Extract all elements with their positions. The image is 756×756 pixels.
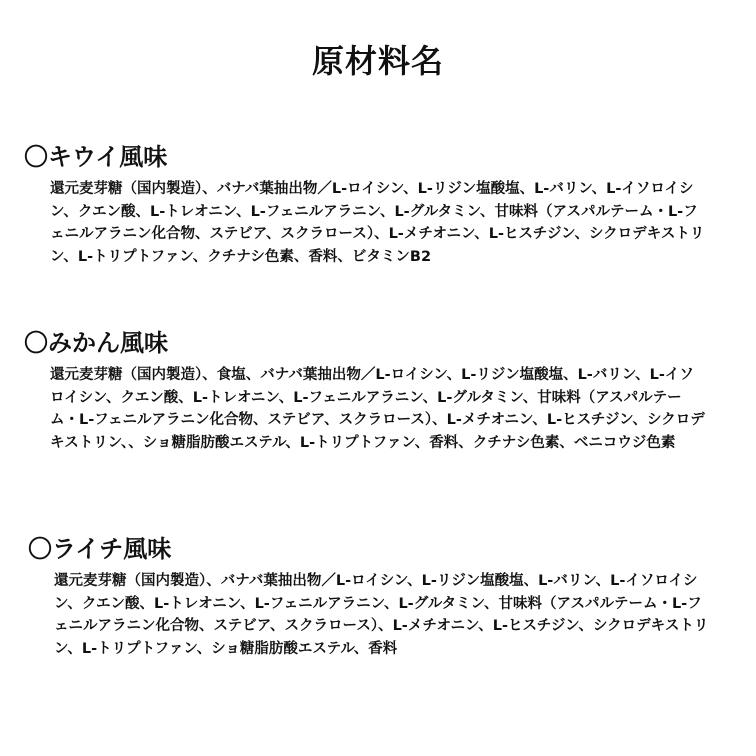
section-heading: 〇キウイ風味: [24, 143, 168, 171]
page-title: 原材料名: [311, 42, 444, 80]
ingredients-text: 還元麦芽糖（国内製造）、食塩、バナバ葉抽出物／L-ロイシン、L-リジン塩酸塩、L-バリン、L-イソロイシン、クエン酸、L-トレオニン、L-フェニルアラニン、L-グルタミン、甘味料（アスパルテーム・L-フェニルアラニン化合物、ステビア、スクラロース）、L-メチオニン、L-ヒスチジン、シクロデキストリン、、ショ糖脂肪酸エステル、L-トリプトファン、香料、クチナシ色素、ベニコウジ色素: [50, 367, 705, 451]
section-heading: 〇みかん風味: [24, 329, 168, 357]
ingredients-text: 還元麦芽糖（国内製造）、バナバ葉抽出物／L-ロイシン、L-リジン塩酸塩、L-バリン、L-イソロイシン、クエン酸、L-トレオニン、L-フェニルアラニン、L-グルタミン、甘味料（アスパルテーム・L-フェニルアラニン化合物、ステビア、スクラロース）、L-メチオニン、L-ヒスチジン、シクロデキストリン、L-トリプトファン、ショ糖脂肪酸エステル、香料: [54, 573, 709, 657]
section-heading: 〇ライチ風味: [28, 535, 172, 563]
ingredients-text: 還元麦芽糖（国内製造）、バナバ葉抽出物／L-ロイシン、L-リジン塩酸塩、L-バリン、L-イソロイシン、クエン酸、L-トレオニン、L-フェニルアラニン、L-グルタミン、甘味料（アスパルテーム・L-フェニルアラニン化合物、ステビア、スクラロース）、L-メチオニン、L-ヒスチジン、シクロデキストリン、L-トリプトファン、クチナシ色素、香料、ビタミンB2: [50, 181, 705, 265]
